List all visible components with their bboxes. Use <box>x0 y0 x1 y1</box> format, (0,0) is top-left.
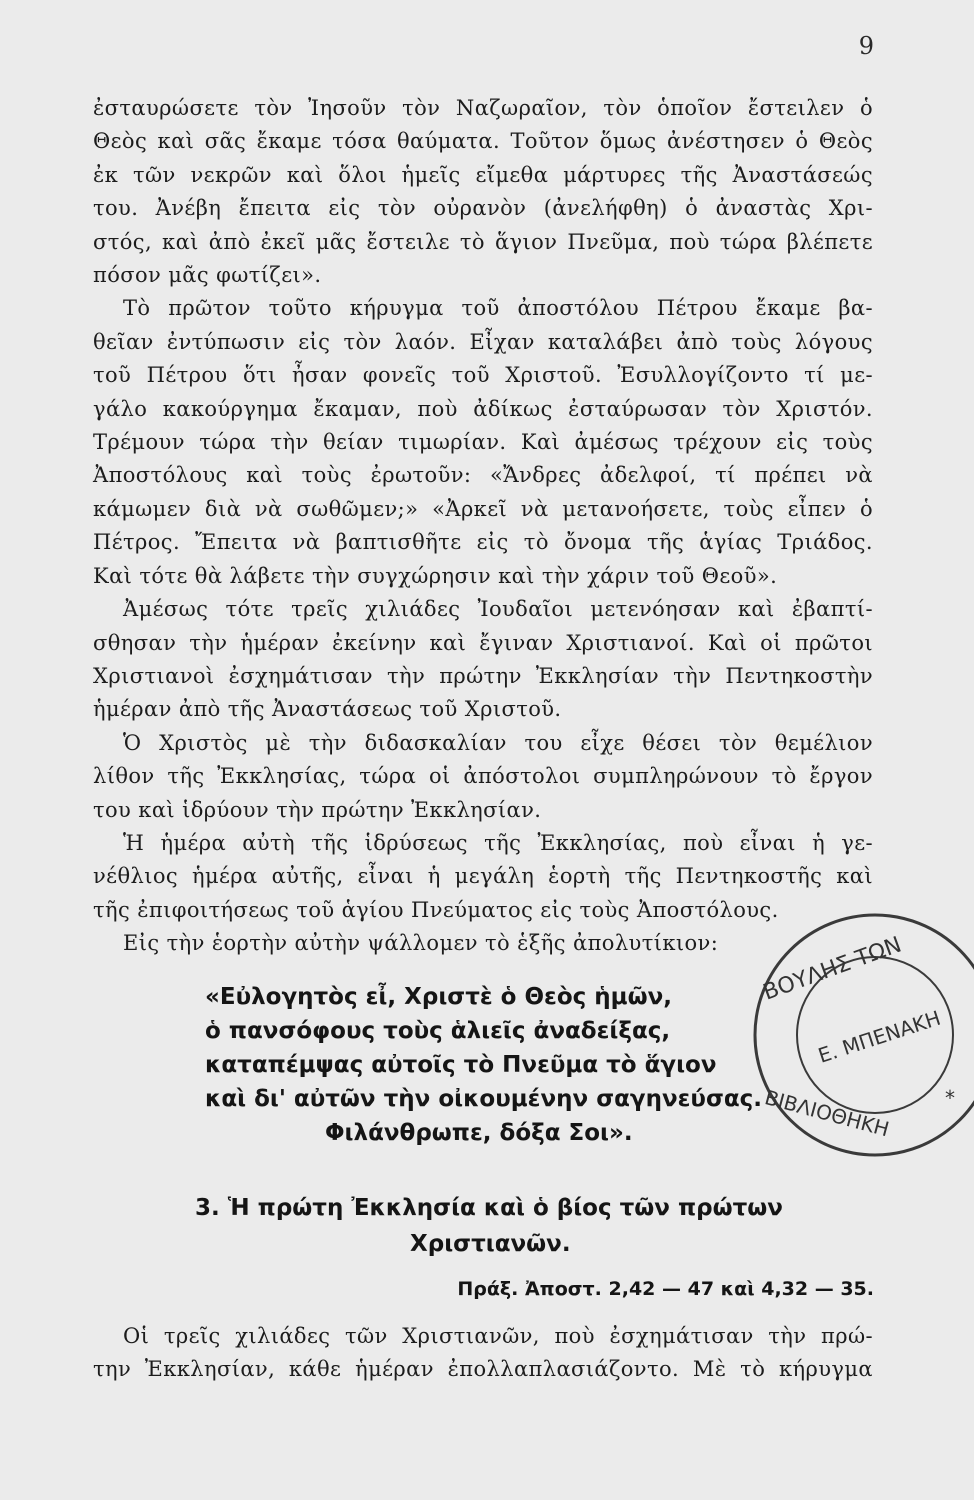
section-heading-line1: 3. Ἡ πρώτη Ἐκκλησία καὶ ὁ βίος τῶν πρώτων <box>195 1195 783 1221</box>
text-line: ἐσταυρώσετε τὸν Ἰησοῦν τὸν Ναζωραῖον, τὸν ὁποῖον ἔστειλεν ὁ <box>93 96 873 120</box>
text-line: Ὁ Χριστὸς μὲ τὴν διδασκαλίαν του εἶχε θέσει τὸν θεμέλιον <box>123 730 873 755</box>
text-line: σθησαν τὴν ἡμέραν ἐκείνην καὶ ἔγιναν Χριστιανοί. Καὶ οἱ πρῶτοι <box>93 630 873 655</box>
text-line: του. Ἀνέβη ἔπειτα εἰς τὸν οὐρανὸν (ἀνελήφθη) ὁ ἀναστὰς Χρι- <box>93 196 873 221</box>
section-heading <box>195 1190 815 1262</box>
section-heading-line2: Χριστιανῶν. <box>410 1231 571 1257</box>
hymn-line: ὁ πανσόφους τοὺς ἁλιεῖς ἀναδείξας, <box>205 1018 671 1044</box>
text-line: Ἀμέσως τότε τρεῖς χιλιάδες Ἰουδαῖοι μετενόησαν καὶ ἐβαπτί- <box>123 597 873 622</box>
continuation-text <box>93 1320 873 1387</box>
svg-text:*: * <box>945 1086 955 1110</box>
text-line: πόσον μᾶς φωτίζει». <box>93 263 322 288</box>
text-line: κάμωμεν διὰ νὰ σωθῶμεν;» «Ἀρκεῖ νὰ μετανοήσετε, τοὺς εἶπεν ὁ <box>93 496 873 521</box>
text-line: Τρέμουν τώρα τὴν θείαν τιμωρίαν. Καὶ ἀμέσως τρέχουν εἰς τοὺς <box>93 430 873 455</box>
text-line: ἡμέραν ἀπὸ τῆς Ἀναστάσεως τοῦ Χριστοῦ. <box>93 697 562 722</box>
text-line: Θεὸς καὶ σᾶς ἔκαμε τόσα θαύματα. Τοῦτον ὅμως ἀνέστησεν ὁ Θεὸς <box>93 129 873 154</box>
hymn-block <box>205 980 765 1150</box>
text-line: Οἱ τρεῖς χιλιάδες τῶν Χριστιανῶν, ποὺ ἐσχημάτισαν τὴν πρώ- <box>123 1324 873 1348</box>
svg-text:ΒΙΒΛΙΟΘΗΚΗ: ΒΙΒΛΙΟΘΗΚΗ <box>762 1085 892 1142</box>
page-number: 9 <box>858 32 874 60</box>
text-line: Εἰς τὴν ἑορτὴν αὐτὴν ψάλλομεν τὸ ἑξῆς ἀπολυτίκιον: <box>123 931 719 956</box>
text-line: λίθον τῆς Ἐκκλησίας, τώρα οἱ ἀπόστολοι συμπληρώνουν τὸ ἔργον <box>93 764 873 789</box>
main-text <box>93 92 873 961</box>
text-line: νέθλιος ἡμέρα αὐτῆς, εἶναι ἡ μεγάλη ἑορτὴ τῆς Πεντηκοστῆς καὶ <box>93 864 873 889</box>
text-line: τῆς ἐπιφοιτήσεως τοῦ ἁγίου Πνεύματος εἰς τοὺς Ἀποστόλους. <box>93 897 779 922</box>
hymn-line: καὶ δι' αὐτῶν τὴν οἰκουμένην σαγηνεύσας. <box>205 1086 763 1112</box>
svg-text:Ε. ΜΠΕΝΑΚΗ: Ε. ΜΠΕΝΑΚΗ <box>815 1005 944 1068</box>
hymn-line: Φιλάνθρωπε, δόξα Σοι». <box>325 1120 633 1146</box>
text-line: ἐκ τῶν νεκρῶν καὶ ὅλοι ἡμεῖς εἴμεθα μάρτυρες τῆς Ἀναστάσεώς <box>93 162 873 187</box>
text-line: του καὶ ἱδρύουν τὴν πρώτην Ἐκκλησίαν. <box>93 797 542 822</box>
text-line: θεῖαν ἐντύπωσιν εἰς τὸν λαόν. Εἶχαν καταλάβει ἀπὸ τοὺς λόγους <box>93 329 873 354</box>
text-line: τοῦ Πέτρου ὅτι ἦσαν φονεῖς τοῦ Χριστοῦ. Ἐσυλλογίζοντο τί με- <box>93 363 873 388</box>
text-line: Τὸ πρῶτον τοῦτο κήρυγμα τοῦ ἀποστόλου Πέτρου ἔκαμε βα- <box>123 296 873 321</box>
text-line: Χριστιανοὶ ἐσχημάτισαν τὴν πρώτην Ἐκκλησίαν τὴν Πεντηκοστὴν <box>93 663 873 688</box>
text-line: Πέτρος. Ἔπειτα νὰ βαπτισθῆτε εἰς τὸ ὄνομα τῆς ἁγίας Τριάδος. <box>93 530 873 555</box>
text-line: Ἡ ἡμέρα αὐτὴ τῆς ἱδρύσεως τῆς Ἐκκλησίας, ποὺ εἶναι ἡ γε- <box>123 830 873 855</box>
text-line: την Ἐκκλησίαν, κάθε ἡμέραν ἐπολλαπλασιάζοντο. Μὲ τὸ κήρυγμα <box>93 1357 873 1382</box>
text-line: γάλο κακούργημα ἔκαμαν, ποὺ ἀδίκως ἐσταύρωσαν τὸν Χριστόν. <box>93 396 873 421</box>
text-line: στός, καὶ ἀπὸ ἐκεῖ μᾶς ἔστειλε τὸ ἅγιον Πνεῦμα, ποὺ τώρα βλέπετε <box>93 229 873 254</box>
text-line: Ἀποστόλους καὶ τοὺς ἐρωτοῦν: «Ἄνδρες ἀδελφοί, τί πρέπει νὰ <box>93 463 873 488</box>
svg-text:ΒΟΥΛΗΣ ΤΩΝ: ΒΟΥΛΗΣ ΤΩΝ <box>759 932 905 1006</box>
text-line: Καὶ τότε θὰ λάβετε τὴν συγχώρησιν καὶ τὴν χάριν τοῦ Θεοῦ». <box>93 563 778 588</box>
library-stamp-icon <box>745 905 974 1165</box>
scripture-reference: Πράξ. Ἀποστ. 2,42 — 47 καὶ 4,32 — 35. <box>457 1278 874 1300</box>
hymn-line: καταπέμψας αὐτοῖς τὸ Πνεῦμα τὸ ἅγιον <box>205 1052 717 1078</box>
hymn-line: «Εὐλογητὸς εἶ, Χριστὲ ὁ Θεὸς ἡμῶν, <box>205 984 672 1010</box>
